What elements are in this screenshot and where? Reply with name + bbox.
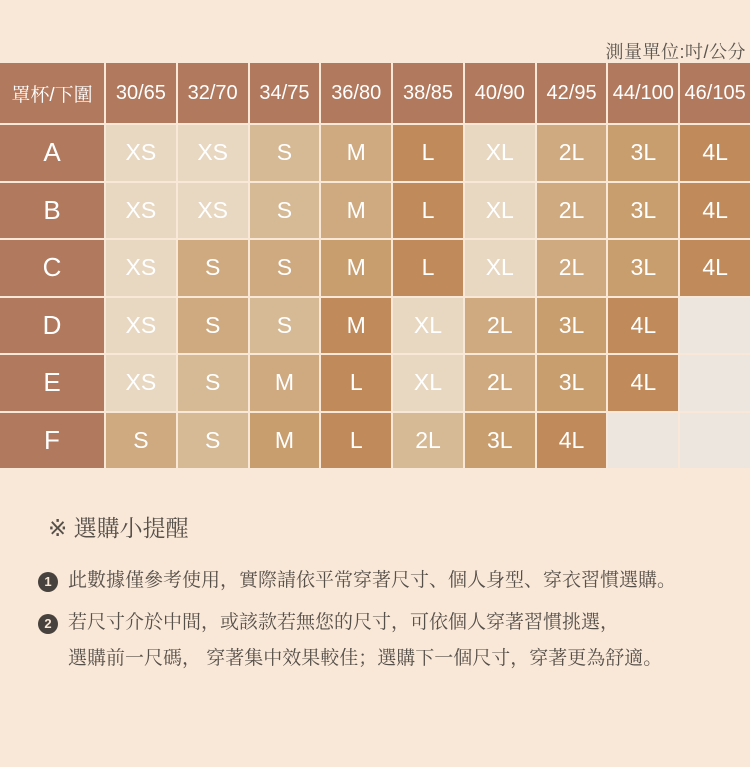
size-cell: XL [465, 125, 535, 181]
tip-line: 此數據僅參考使用，實際請依平常穿著尺寸、個人身型、穿衣習慣選購。 [68, 570, 677, 591]
size-cell: S [178, 298, 248, 354]
empty-cell [680, 298, 750, 354]
size-cell: M [321, 183, 391, 239]
cup-header-cell: C [0, 240, 104, 296]
size-cell: L [393, 240, 463, 296]
size-cell: 3L [608, 240, 678, 296]
tip-number-badge: 2 [38, 614, 58, 634]
size-chart-table [0, 63, 750, 468]
size-cell: 3L [537, 355, 607, 411]
size-cell: M [250, 355, 320, 411]
size-cell: XL [393, 298, 463, 354]
size-cell: S [250, 298, 320, 354]
tip-text [68, 563, 730, 599]
cup-header-cell: A [0, 125, 104, 181]
size-cell: M [250, 413, 320, 469]
size-cell: 2L [465, 298, 535, 354]
column-header-cell: 30/65 [106, 63, 176, 123]
cup-header-cell: B [0, 183, 104, 239]
size-cell: 2L [537, 240, 607, 296]
size-cell: L [321, 413, 391, 469]
size-cell: S [250, 183, 320, 239]
size-cell: XS [106, 298, 176, 354]
size-cell: XS [178, 125, 248, 181]
size-cell: 4L [680, 125, 750, 181]
empty-cell [680, 355, 750, 411]
corner-header-cell: 罩杯/下圍 [0, 63, 104, 123]
size-cell: 3L [537, 298, 607, 354]
size-cell: 4L [680, 183, 750, 239]
size-cell: S [178, 240, 248, 296]
size-cell: XL [393, 355, 463, 411]
tip-text [68, 605, 730, 677]
column-header-cell: 44/100 [608, 63, 678, 123]
size-cell: 4L [537, 413, 607, 469]
size-cell: 2L [465, 355, 535, 411]
size-cell: S [178, 355, 248, 411]
size-cell: 3L [465, 413, 535, 469]
size-cell: L [321, 355, 391, 411]
cup-header-cell: F [0, 413, 104, 469]
empty-cell [680, 413, 750, 469]
tip-number-badge: 1 [38, 572, 58, 592]
tip-item [38, 563, 730, 599]
column-header-cell: 34/75 [250, 63, 320, 123]
size-cell: 4L [680, 240, 750, 296]
tip-line: 若尺寸介於中間，或該款若無您的尺寸，可依個人穿著習慣挑選， [68, 612, 620, 634]
size-cell: XL [465, 240, 535, 296]
cup-header-cell: E [0, 355, 104, 411]
measurement-unit-note: 測量單位:吋/公分 [605, 42, 746, 62]
size-cell: XL [465, 183, 535, 239]
empty-cell [608, 413, 678, 469]
column-header-cell: 32/70 [178, 63, 248, 123]
size-cell: 3L [608, 125, 678, 181]
size-cell: S [106, 413, 176, 469]
size-cell: M [321, 240, 391, 296]
size-cell: L [393, 183, 463, 239]
size-cell: XS [106, 240, 176, 296]
size-cell: S [178, 413, 248, 469]
size-cell: L [393, 125, 463, 181]
column-header-cell: 42/95 [537, 63, 607, 123]
size-cell: XS [106, 125, 176, 181]
size-cell: XS [106, 183, 176, 239]
size-cell: 3L [608, 183, 678, 239]
tips-heading: ※ 選購小提醒 [48, 515, 189, 541]
size-cell: XS [178, 183, 248, 239]
size-cell: 4L [608, 355, 678, 411]
size-cell: S [250, 125, 320, 181]
size-cell: M [321, 298, 391, 354]
size-cell: 2L [537, 183, 607, 239]
column-header-cell: 36/80 [321, 63, 391, 123]
size-cell: XS [106, 355, 176, 411]
column-header-cell: 40/90 [465, 63, 535, 123]
size-cell: M [321, 125, 391, 181]
cup-header-cell: D [0, 298, 104, 354]
column-header-cell: 46/105 [680, 63, 750, 123]
size-cell: 2L [537, 125, 607, 181]
size-cell: 2L [393, 413, 463, 469]
size-cell: S [250, 240, 320, 296]
column-header-cell: 38/85 [393, 63, 463, 123]
tip-item [38, 605, 730, 677]
size-cell: 4L [608, 298, 678, 354]
tip-line: 選購前一尺碼， 穿著集中效果較佳；選購下一個尺寸，穿著更為舒適。 [68, 648, 663, 670]
tips-section [0, 498, 750, 683]
